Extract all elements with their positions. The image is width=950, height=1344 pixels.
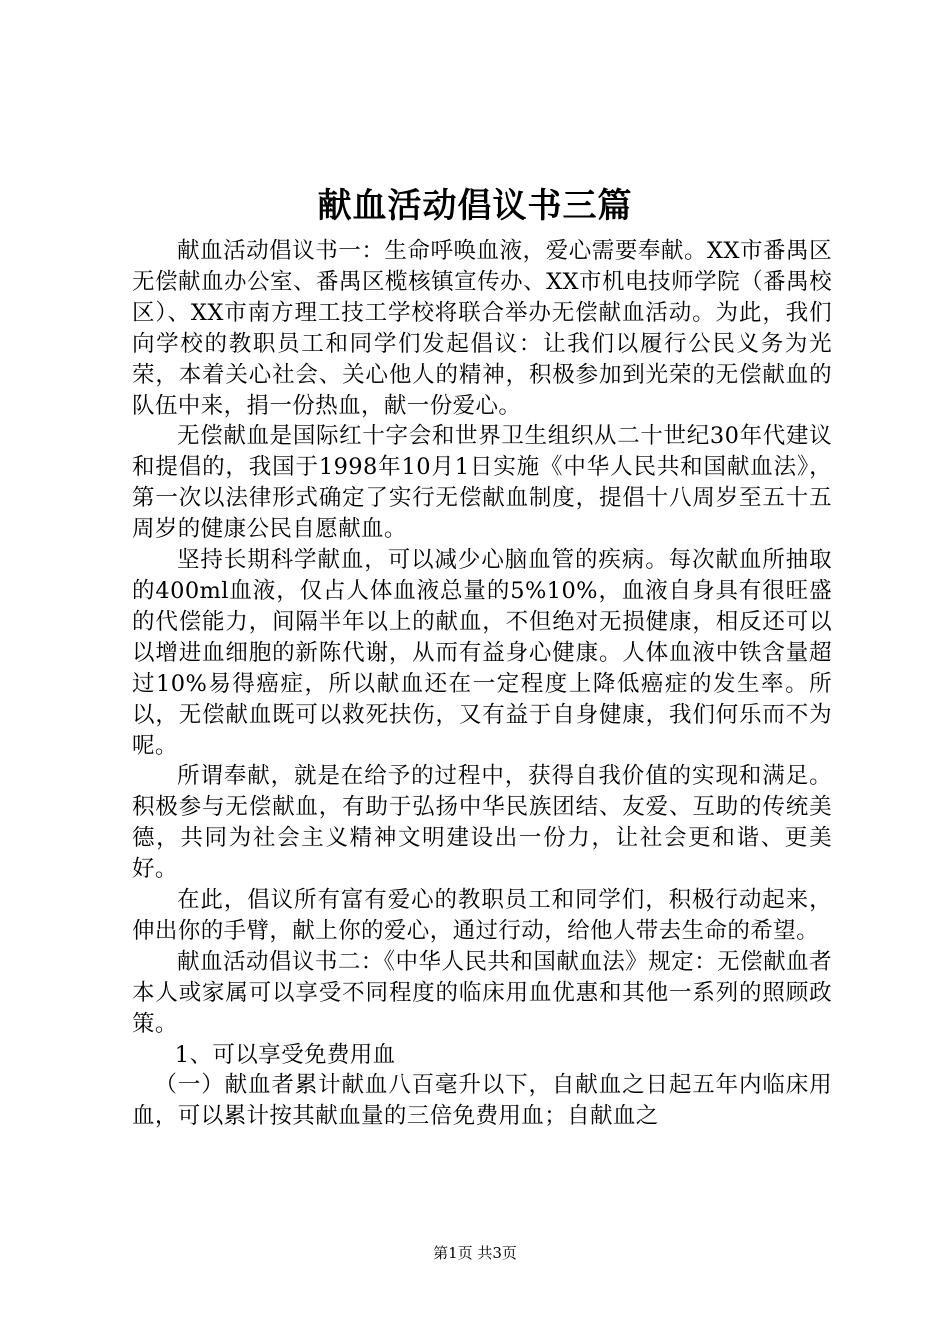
- list-item-heading: 1、可以享受免费用血: [174, 1041, 396, 1068]
- paragraph-4: 所谓奉献，就是在给予的过程中，获得自我价值的实现和满足。积极参与无偿献血，有助于弘扬中华民族团结、友爱、互助的传统美德，共同为社会主义精神文明建设出一份力，让社会更和谐、更美好。: [132, 763, 832, 883]
- document-title: 献血活动倡议书三篇: [317, 186, 633, 226]
- document-body: [132, 236, 832, 1132]
- paragraph-7: （一）献血者累计献血八百毫升以下，自献血之日起五年内临床用血，可以累计按其献血量的三倍免费用血；自献血之: [132, 1072, 832, 1130]
- paragraph-3: 坚持长期科学献血，可以减少心脑血管的疾病。每次献血所抽取的400ml血液，仅占人体血液总量的5%10%，血液自身具有很旺盛的代偿能力，间隔半年以上的献血，不但绝对无损健康，相反还可以以增进血细胞的新陈代谢，从而有益身心健康。人体血液中铁含量超过10%易得癌症，所以献血还在一定程度上降低癌症的发生率。所以，无偿献血既可以救死扶伤，又有益于自身健康，我们何乐而不为呢。: [132, 547, 832, 759]
- paragraph-2: 无偿献血是国际红十字会和世界卫生组织从二十世纪30年代建议和提倡的，我国于1998年10月1日实施《中华人民共和国献血法》，第一次以法律形式确定了实行无偿献血制度，提倡十八周岁至五十五周岁的健康公民自愿献血。: [132, 423, 832, 543]
- paragraph-1: 献血活动倡议书一：生命呼唤血液，爱心需要奉献。XX市番禺区无偿献血办公室、番禺区榄核镇宣传办、XX市机电技师学院（番禺校区）、XX市南方理工技工学校将联合举办无偿献血活动。为此，我们向学校的教职员工和同学们发起倡议：让我们以履行公民义务为光荣，本着关心社会、关心他人的精神，积极参加到光荣的无偿献血的队伍中来，捐一份热血，献一份爱心。: [132, 238, 832, 419]
- page-footer: 第1页 共3页: [433, 1244, 517, 1262]
- paragraph-5: 在此，倡议所有富有爱心的教职员工和同学们，积极行动起来，伸出你的手臂，献上你的爱心，通过行动，给他人带去生命的希望。: [132, 887, 832, 944]
- paragraph-6: 献血活动倡议书二：《中华人民共和国献血法》规定：无偿献血者本人或家属可以享受不同程度的临床用血优惠和其他一系列的照顾政策。: [132, 948, 832, 1037]
